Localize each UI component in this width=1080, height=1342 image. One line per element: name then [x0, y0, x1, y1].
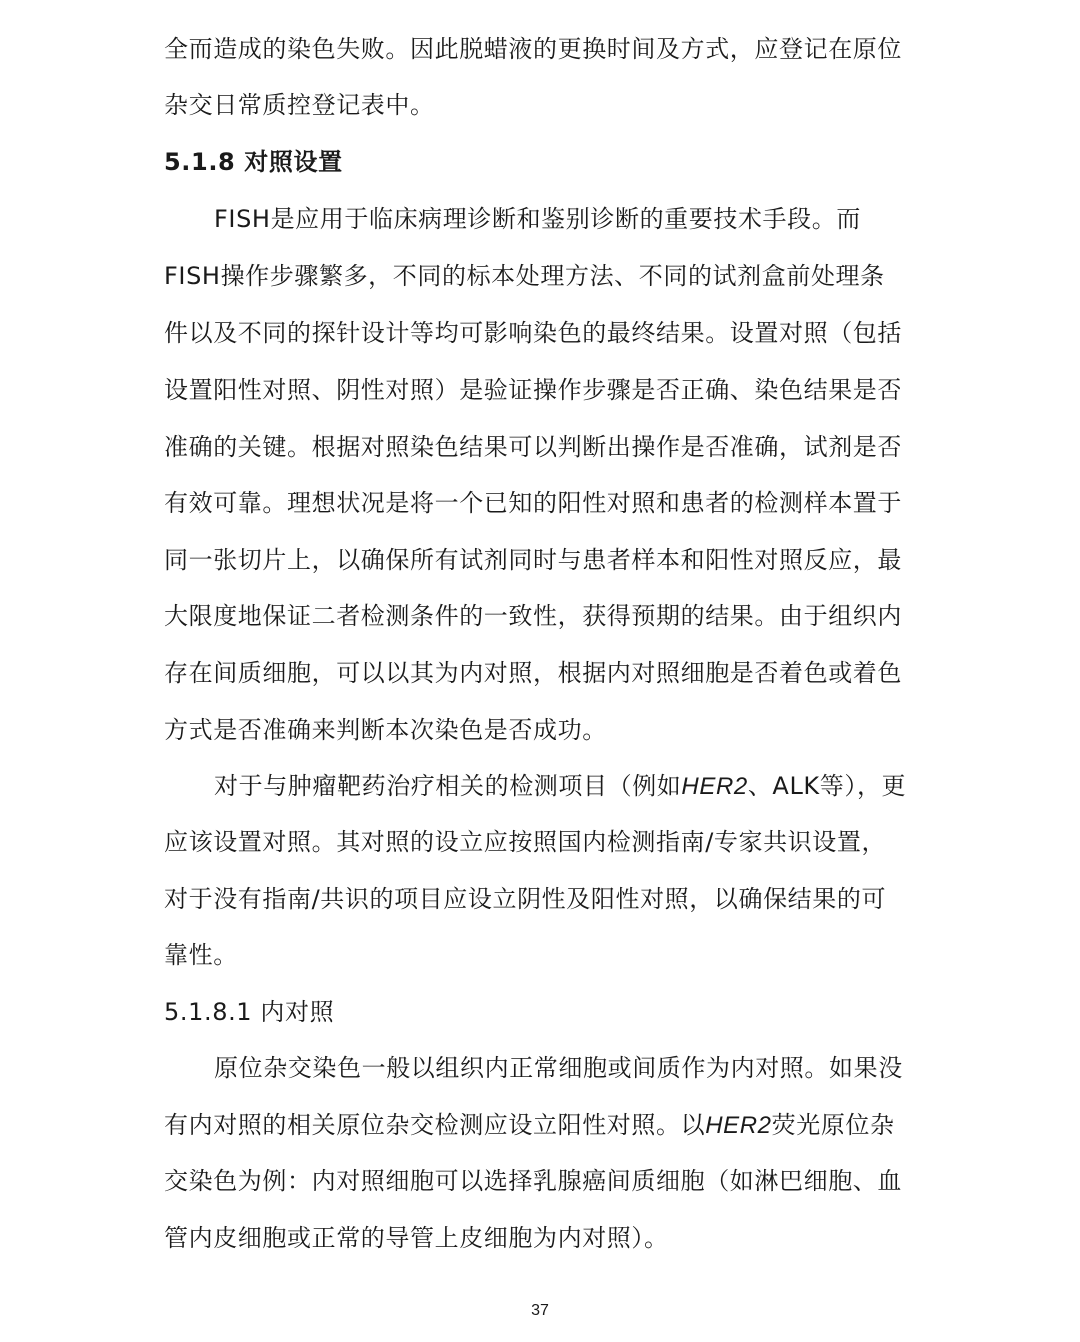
gene-name: HER2 [705, 1112, 772, 1139]
text-line: 管内皮细胞或正常的导管上皮细胞为内对照）。 [164, 1224, 669, 1252]
text-line: 大限度地保证二者检测条件的一致性，获得预期的结果。由于组织内 [164, 602, 902, 630]
text-line: 件以及不同的探针设计等均可影响染色的最终结果。设置对照（包括 [164, 319, 902, 347]
text-line: 有效可靠。理想状况是将一个已知的阳性对照和患者的检测样本置于 [164, 489, 902, 517]
text-line: 同一张切片上，以确保所有试剂同时与患者样本和阳性对照反应，最 [164, 546, 902, 574]
text-segment: 、ALK等），更 [747, 772, 907, 800]
text-line [214, 771, 906, 802]
text-line: 靠性。 [164, 941, 238, 969]
text-segment: 荧光原位杂 [771, 1111, 895, 1139]
text-line: 准确的关键。根据对照染色结果可以判断出操作是否准确，试剂是否 [164, 433, 902, 461]
subsection-heading: 5.1.8.1 内对照 [164, 998, 335, 1026]
text-segment: 对于与肿瘤靶药治疗相关的检测项目（例如 [214, 772, 682, 800]
text-line: 方式是否准确来判断本次染色是否成功。 [164, 716, 607, 744]
text-line: FISH操作步骤繁多，不同的标本处理方法、不同的试剂盒前处理条 [164, 262, 885, 290]
text-line: FISH是应用于临床病理诊断和鉴别诊断的重要技术手段。而 [214, 205, 861, 233]
text-line: 原位杂交染色一般以组织内正常细胞或间质作为内对照。如果没 [214, 1054, 903, 1082]
text-line: 全而造成的染色失败。因此脱蜡液的更换时间及方式，应登记在原位 [164, 35, 902, 63]
text-line: 应该设置对照。其对照的设立应按照国内检测指南/专家共识设置， [164, 828, 887, 856]
text-line [164, 1110, 895, 1141]
text-segment: 有内对照的相关原位杂交检测应设立阳性对照。以 [164, 1111, 706, 1139]
text-line: 存在间质细胞，可以以其为内对照，根据内对照细胞是否着色或着色 [164, 659, 902, 687]
text-line: 交染色为例：内对照细胞可以选择乳腺癌间质细胞（如淋巴细胞、血 [164, 1167, 902, 1195]
page-number: 37 [531, 1302, 549, 1319]
text-line: 设置阳性对照、阴性对照）是验证操作步骤是否正确、染色结果是否 [164, 376, 902, 404]
gene-name: HER2 [681, 773, 748, 800]
text-line: 对于没有指南/共识的项目应设立阴性及阳性对照，以确保结果的可 [164, 885, 887, 913]
text-line: 杂交日常质控登记表中。 [164, 91, 435, 119]
section-heading: 5.1.8 对照设置 [164, 148, 343, 176]
